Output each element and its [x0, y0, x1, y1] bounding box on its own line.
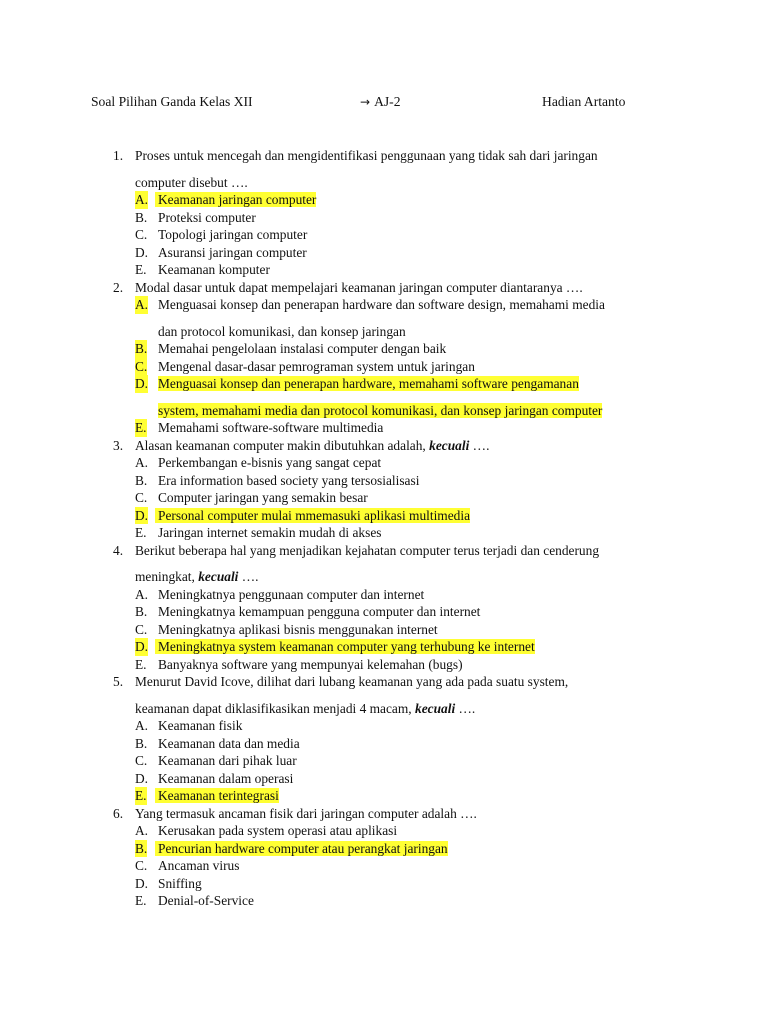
option-text: Keamanan dalam operasi	[158, 770, 294, 786]
option-letter: B.	[135, 472, 148, 488]
option-text: Ancaman virus	[158, 858, 240, 873]
option-b	[113, 840, 673, 858]
option-text: Banyaknya software yang mempunyai kelemahan (bugs)	[158, 656, 463, 672]
question-4	[113, 542, 673, 674]
option-letter: D.	[135, 875, 149, 891]
option-b	[113, 735, 673, 753]
option-b	[113, 340, 673, 358]
option-letter: B.	[135, 341, 148, 356]
kecuali-keyword: kecuali	[198, 569, 239, 584]
question-2	[113, 279, 673, 437]
option-text: Proteksi computer	[158, 209, 256, 225]
option-letter: B.	[135, 735, 148, 751]
option-text: Mengenal dasar-dasar pemrograman system untuk jaringan	[158, 358, 475, 374]
option-text: Memahai pengelolaan instalasi computer dengan baik	[158, 341, 447, 356]
option-text: Menguasai konsep dan penerapan hardware, memahami software pengamanan	[158, 376, 579, 391]
kecuali-keyword: kecuali	[429, 437, 470, 453]
option-letter: A.	[135, 586, 149, 602]
option-text: Meningkatnya penggunaan computer dan internet	[158, 586, 425, 602]
option-b	[113, 209, 673, 227]
option-letter: C.	[135, 227, 148, 242]
question-number: 5.	[113, 674, 124, 689]
option-d	[113, 507, 673, 525]
option-letter: C.	[135, 858, 148, 873]
option-letter: A.	[135, 823, 149, 838]
option-text: Menguasai konsep dan penerapan hardware dan software design, memahami media	[158, 297, 605, 312]
kecuali-keyword: kecuali	[415, 700, 456, 716]
option-letter: B.	[135, 209, 148, 225]
option-text: Sniffing	[158, 875, 202, 891]
option-letter: E.	[135, 788, 147, 803]
question-number: 4.	[113, 542, 124, 558]
option-e	[113, 787, 673, 805]
option-a	[113, 191, 673, 209]
question-text-cont: meningkat,	[135, 569, 195, 584]
option-e	[113, 419, 673, 437]
option-text: Meningkatnya system keamanan computer yang terhubung ke internet	[155, 639, 535, 654]
option-text: Topologi jaringan computer	[158, 227, 308, 242]
option-letter: E.	[135, 656, 147, 672]
option-a	[113, 822, 673, 840]
option-text: Jaringan internet semakin mudah di akses	[158, 525, 382, 540]
option-a	[113, 296, 673, 314]
option-letter: C.	[135, 753, 148, 768]
option-letter: D.	[135, 639, 149, 654]
option-letter: E.	[135, 262, 147, 277]
option-letter: C.	[135, 621, 148, 637]
option-text: Denial-of-Service	[158, 893, 254, 908]
question-1	[113, 147, 673, 279]
option-text: Era information based society yang tersosialisasi	[158, 472, 420, 488]
option-letter: C.	[135, 358, 148, 374]
option-a	[113, 586, 673, 604]
option-text: Kerusakan pada system operasi atau aplikasi	[158, 823, 398, 838]
option-text: Keamanan data dan media	[158, 735, 300, 751]
question-3	[113, 437, 673, 542]
option-letter: D.	[135, 770, 149, 786]
header-code	[360, 94, 401, 110]
option-letter: D.	[135, 244, 149, 260]
question-number: 2.	[113, 279, 124, 295]
option-b	[113, 472, 673, 490]
header-code-text: AJ-2	[374, 94, 401, 109]
option-a	[113, 717, 673, 735]
option-text: Personal computer mulai mmemasuki aplikasi multimedia	[155, 508, 470, 523]
question-6	[113, 805, 673, 910]
option-letter: B.	[135, 604, 148, 619]
option-c	[113, 489, 673, 507]
option-c	[113, 752, 673, 770]
option-text: Asuransi jaringan computer	[158, 244, 307, 260]
option-e	[113, 892, 673, 910]
option-text: Keamanan dari pihak luar	[158, 753, 297, 768]
option-letter: D.	[135, 376, 149, 391]
option-d	[113, 770, 673, 788]
option-text: Computer jaringan yang semakin besar	[158, 490, 368, 505]
option-a	[113, 454, 673, 472]
option-text: Memahami software-software multimedia	[158, 420, 384, 435]
option-c	[113, 358, 673, 376]
option-text: Keamanan komputer	[158, 262, 270, 277]
question-text-cont: computer disebut ….	[135, 174, 248, 190]
option-letter: A.	[135, 297, 149, 312]
question-tail: ….	[458, 700, 476, 716]
right-arrow-icon: →	[360, 95, 371, 109]
option-text: Keamanan jaringan computer	[155, 192, 316, 207]
option-d	[113, 375, 673, 393]
option-text: Meningkatnya aplikasi bisnis menggunakan internet	[158, 621, 438, 637]
header-title: Soal Pilihan Ganda Kelas XII	[91, 94, 253, 109]
document-header	[91, 94, 691, 112]
option-letter: D.	[135, 507, 149, 523]
question-5	[113, 673, 673, 805]
question-text-cont: keamanan dapat diklasifikasikan menjadi 4 macam,	[135, 700, 412, 716]
option-e	[113, 656, 673, 674]
option-c	[113, 226, 673, 244]
option-letter: B.	[135, 840, 148, 856]
option-letter: E.	[135, 420, 147, 435]
option-c	[113, 857, 673, 875]
question-tail: ….	[241, 569, 259, 584]
header-author: Hadian Artanto	[542, 94, 626, 109]
question-tail: ….	[472, 437, 490, 453]
option-text: Pencurian hardware computer atau perangkat jaringan	[155, 841, 448, 856]
option-text-cont: dan protocol komunikasi, dan konsep jaringan	[158, 323, 406, 339]
option-c	[113, 621, 673, 639]
option-text: Keamanan fisik	[158, 718, 243, 733]
option-letter: A.	[135, 192, 149, 207]
question-list	[113, 147, 673, 910]
question-number: 3.	[113, 437, 124, 453]
option-letter: A.	[135, 718, 149, 733]
option-e	[113, 524, 673, 542]
option-letter: C.	[135, 490, 148, 505]
question-text: Yang termasuk ancaman fisik dari jaringan computer adalah ….	[135, 805, 477, 821]
option-text: Perkembangan e-bisnis yang sangat cepat	[158, 455, 382, 470]
question-number: 1.	[113, 148, 124, 163]
option-letter: E.	[135, 525, 147, 540]
question-text: Berikut beberapa hal yang menjadikan kejahatan computer terus terjadi dan cenderung	[135, 542, 600, 558]
option-text: Keamanan terintegrasi	[155, 788, 279, 803]
question-text: Alasan keamanan computer makin dibutuhkan adalah,	[135, 437, 426, 453]
option-text: Meningkatnya kemampuan pengguna computer dan internet	[158, 604, 481, 619]
option-d	[113, 244, 673, 262]
option-d	[113, 875, 673, 893]
question-text: Modal dasar untuk dapat mempelajari keamanan jaringan computer diantaranya ….	[135, 279, 583, 295]
option-e	[113, 261, 673, 279]
option-letter: E.	[135, 893, 147, 908]
option-d	[113, 638, 673, 656]
option-text-cont: system, memahami media dan protocol komunikasi, dan konsep jaringan computer	[158, 402, 603, 418]
question-number: 6.	[113, 805, 124, 821]
option-b	[113, 603, 673, 621]
question-text: Menurut David Icove, dilihat dari lubang keamanan yang ada pada suatu system,	[135, 674, 569, 689]
question-text: Proses untuk mencegah dan mengidentifikasi penggunaan yang tidak sah dari jaringan	[135, 148, 598, 163]
option-letter: A.	[135, 455, 149, 470]
